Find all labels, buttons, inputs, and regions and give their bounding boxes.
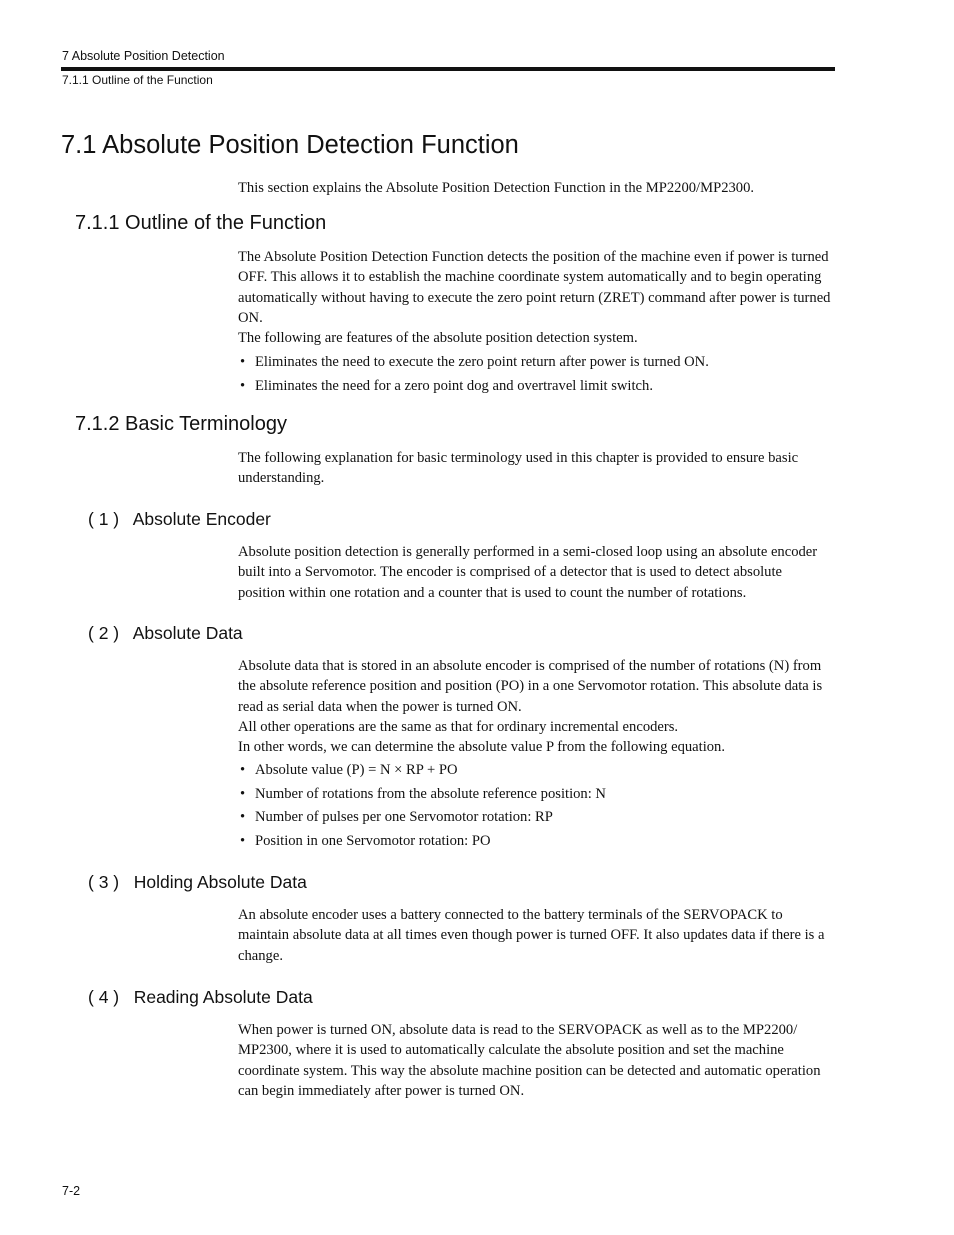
list-item-text: Number of pulses per one Servomotor rotation: RP [255, 809, 553, 825]
text-line: maintain absolute data at all times even though power is turned OFF. It also updates data if there is a [238, 927, 825, 944]
text-line: When power is turned ON, absolute data is read to the SERVOPACK as well as to the MP2200/ [238, 1022, 798, 1038]
outline-heading: 7.1.1 Outline of the Function [75, 212, 327, 234]
absolute-data-bullet-list [240, 760, 840, 854]
text-line: ON. [238, 309, 263, 326]
list-item-text: Position in one Servomotor rotation: PO [255, 832, 491, 849]
absolute-data-heading: ( 2 ) Absolute Data [88, 623, 243, 643]
list-item [240, 831, 840, 855]
text-line: the absolute reference position and position (PO) in a one Servomotor rotation. This absolute data is [238, 678, 823, 695]
outline-paragraph [238, 247, 838, 348]
text-line: Absolute data that is stored in an absolute encoder is comprised of the number of rotations (N) from [238, 658, 822, 674]
text-line: understanding. [238, 470, 325, 487]
running-header-section: 7.1.1 Outline of the Function [62, 73, 213, 87]
list-item [240, 784, 840, 808]
text-line: The following explanation for basic terminology used in this chapter is provided to ensure basic [238, 450, 799, 466]
text-line: Absolute position detection is generally performed in a semi-closed loop using an absolute encoder [238, 544, 818, 560]
text-line: position within one rotation and a counter that is used to count the number of rotations. [238, 584, 747, 601]
list-item-text: Absolute value (P) = N × RP + PO [255, 762, 458, 778]
text-line: MP2300, where it is used to automatically calculate the absolute position and set the machine [238, 1042, 784, 1059]
intro-paragraph [238, 178, 838, 198]
holding-heading: ( 3 ) Holding Absolute Data [88, 872, 307, 892]
text-line: OFF. This allows it to establish the machine coordinate system automatically and to begin operating [238, 269, 822, 286]
text-line: change. [238, 947, 283, 964]
reading-heading: ( 4 ) Reading Absolute Data [88, 987, 313, 1007]
holding-paragraph [238, 905, 838, 966]
text-line: built into a Servomotor. The encoder is comprised of a detector that is used to detect absolute [238, 564, 783, 581]
intro-line: This section explains the Absolute Position Detection Function in the MP2200/MP2300. [238, 180, 755, 196]
list-item-text: Eliminates the need for a zero point dog and overtravel limit switch. [255, 377, 653, 394]
running-header-chapter: 7 Absolute Position Detection [62, 49, 225, 63]
list-item [240, 376, 840, 400]
list-item-text: Number of rotations from the absolute reference position: N [255, 785, 606, 802]
page-title: 7.1 Absolute Position Detection Function [61, 131, 519, 159]
bullet-icon: • [240, 377, 246, 394]
bullet-icon: • [240, 785, 246, 802]
text-line: read as serial data when the power is turned ON. [238, 698, 522, 715]
list-item [240, 352, 840, 376]
reading-paragraph [238, 1020, 838, 1101]
text-line: The Absolute Position Detection Function detects the position of the machine even if power is turned [238, 249, 829, 265]
list-item-text: Eliminates the need to execute the zero point return after power is turned ON. [255, 354, 709, 370]
list-item [240, 760, 840, 784]
encoder-heading: ( 1 ) Absolute Encoder [88, 509, 271, 529]
text-line: All other operations are the same as that for ordinary incremental encoders. [238, 718, 679, 735]
bullet-icon: • [240, 809, 246, 825]
text-line: can begin immediately after power is turned ON. [238, 1082, 525, 1099]
encoder-paragraph [238, 542, 838, 603]
header-rule [61, 67, 835, 71]
bullet-icon: • [240, 762, 246, 778]
bullet-icon: • [240, 832, 246, 849]
page-number: 7-2 [62, 1184, 81, 1198]
outline-bullet-list [240, 352, 840, 399]
text-line: The following are features of the absolute position detection system. [238, 330, 638, 347]
text-line: automatically without having to execute the zero point return (ZRET) command after power is turned [238, 289, 831, 306]
terminology-paragraph [238, 448, 838, 489]
text-line: In other words, we can determine the absolute value P from the following equation. [238, 739, 725, 756]
text-line: An absolute encoder uses a battery connected to the battery terminals of the SERVOPACK to [238, 907, 783, 923]
text-line: coordinate system. This way the absolute machine position can be detected and automatic operation [238, 1062, 821, 1079]
list-item [240, 807, 840, 831]
absolute-data-paragraph [238, 656, 838, 757]
terminology-heading: 7.1.2 Basic Terminology [75, 413, 287, 435]
bullet-icon: • [240, 354, 246, 370]
